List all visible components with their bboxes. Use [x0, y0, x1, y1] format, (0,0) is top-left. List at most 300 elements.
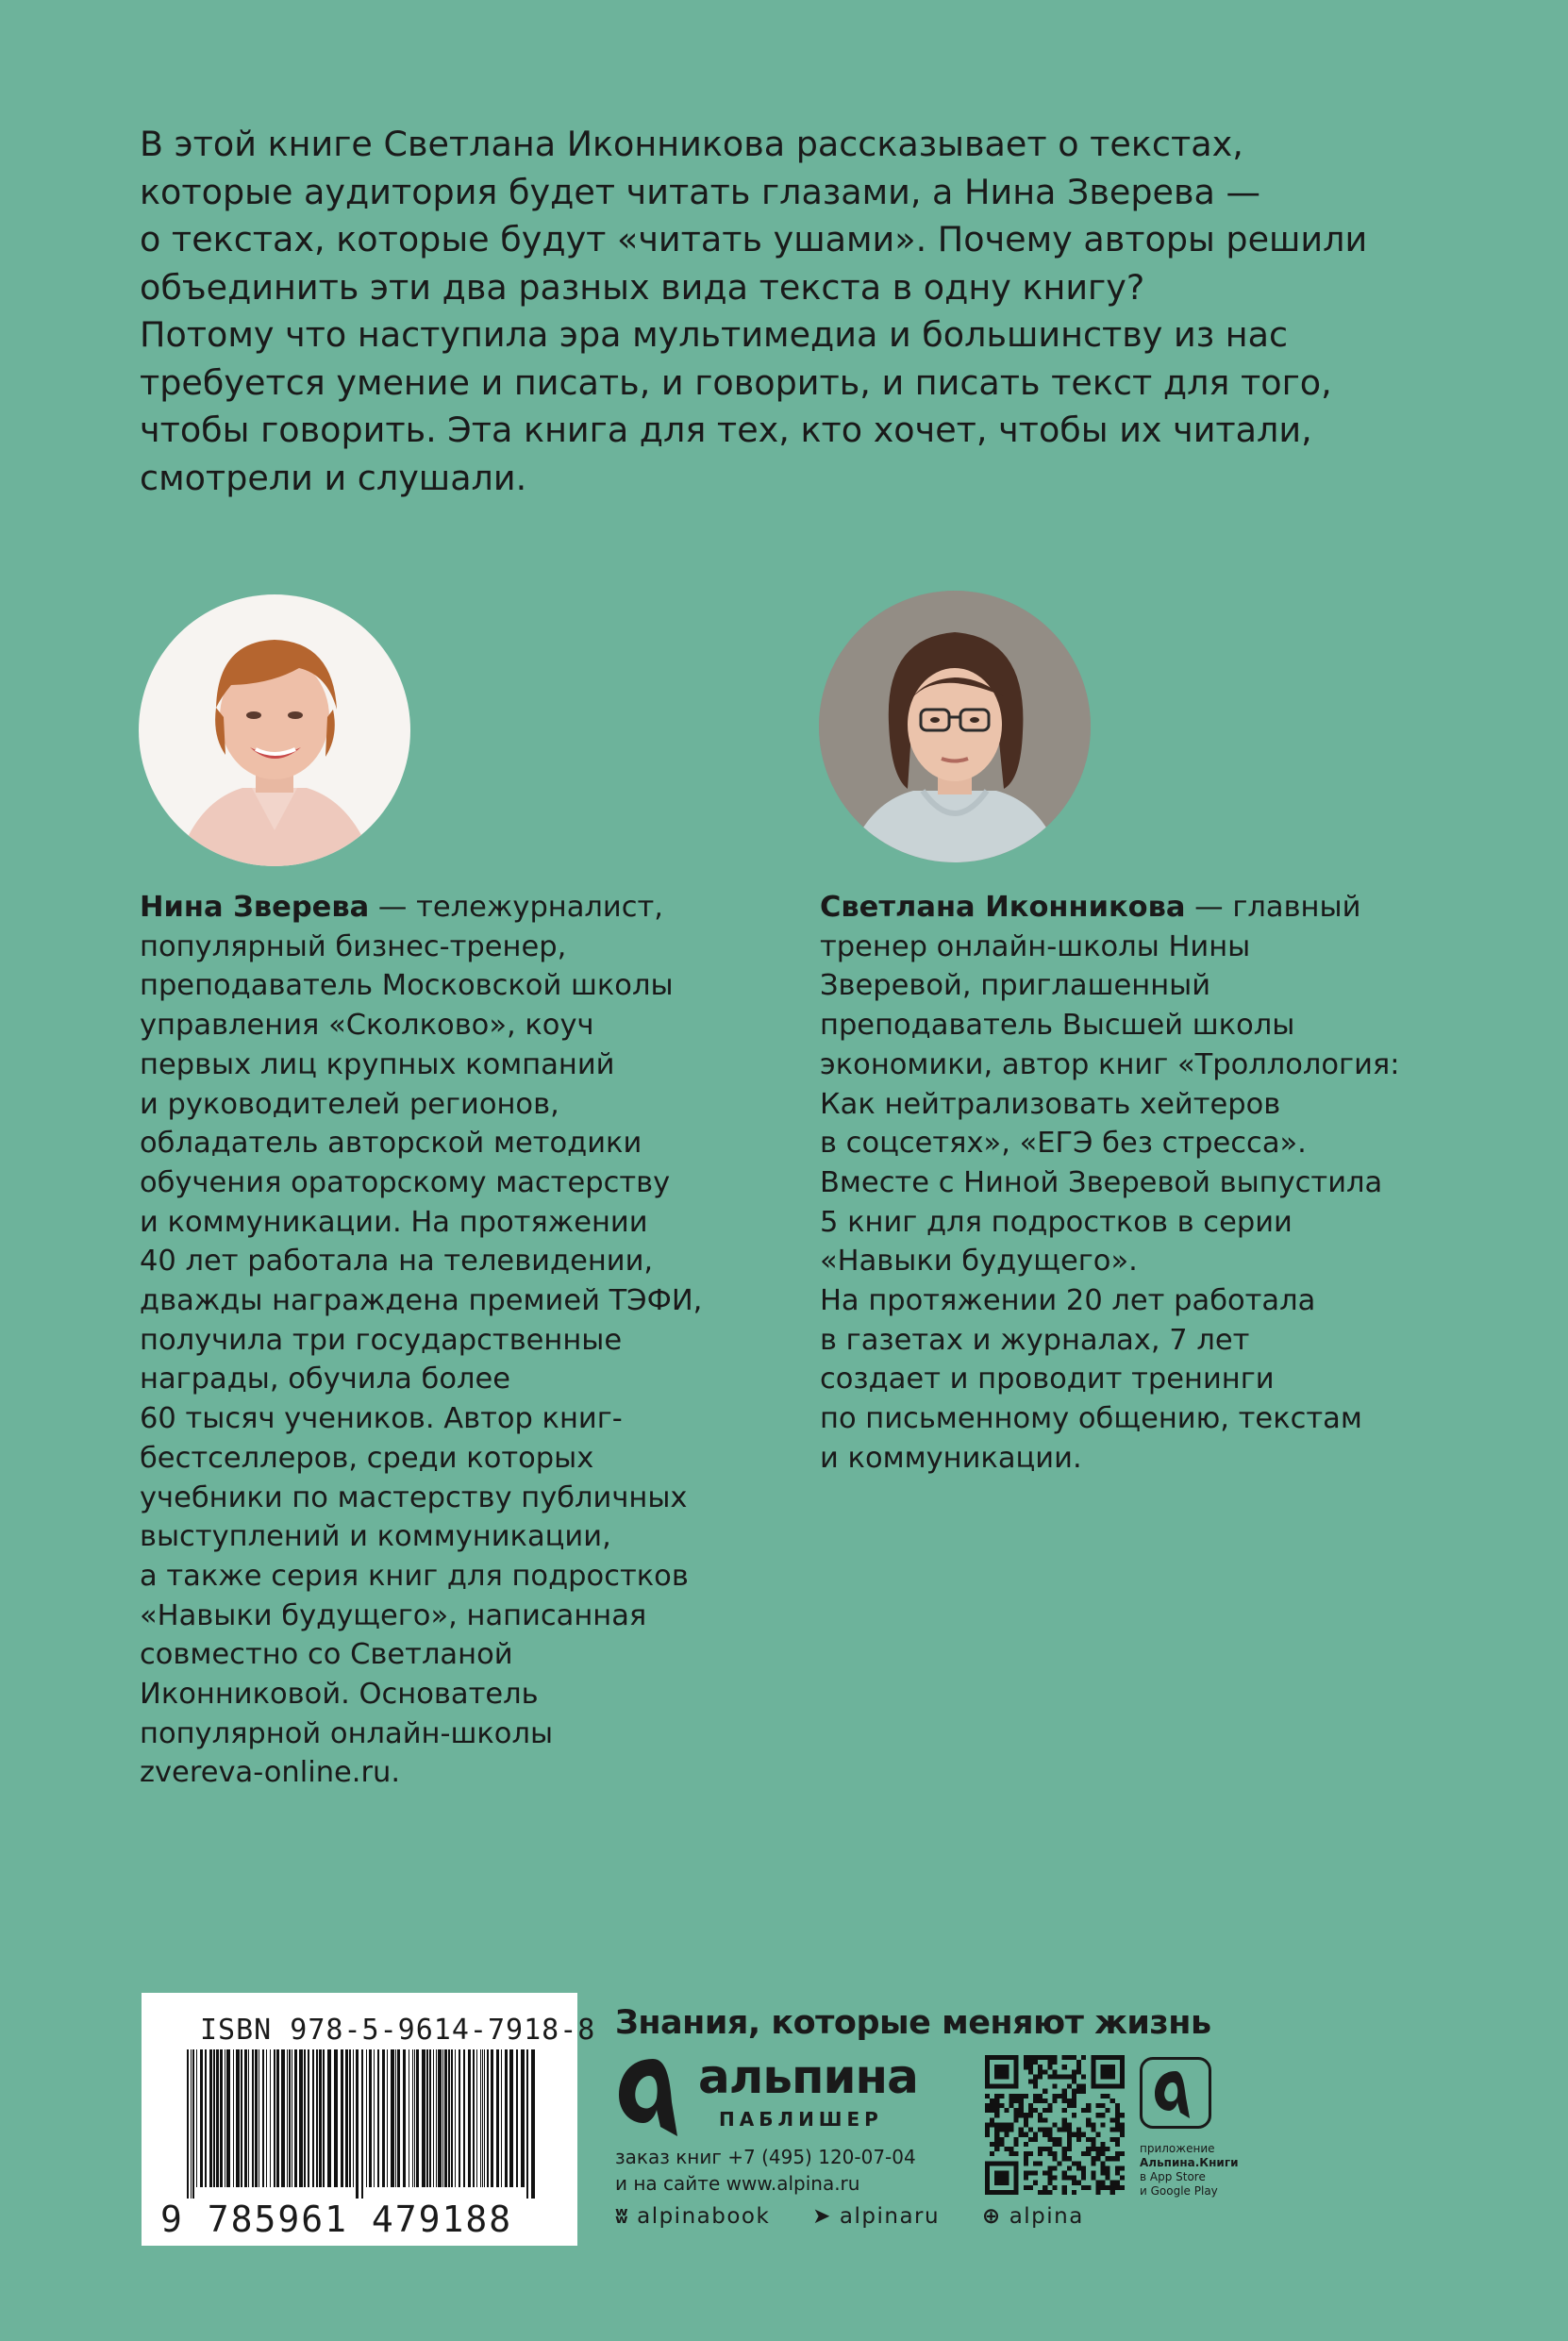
qr-module	[1115, 2128, 1120, 2132]
barcode-bar	[416, 2049, 419, 2187]
order-info	[615, 2144, 916, 2197]
qr-finder	[994, 2065, 1009, 2079]
qr-module	[1110, 2156, 1115, 2161]
qr-module	[1106, 2176, 1110, 2181]
barcode-bar	[349, 2049, 351, 2187]
qr-module	[1028, 2151, 1033, 2156]
qr-module	[1062, 2156, 1067, 2161]
qr-module	[994, 2122, 999, 2127]
author-photo-zvereva	[139, 594, 410, 866]
qr-module	[985, 2108, 990, 2113]
qr-module	[999, 2103, 1004, 2108]
barcode-bar	[374, 2049, 375, 2187]
plus-circle-icon: ⊕	[981, 2204, 1002, 2229]
qr-module	[1110, 2185, 1115, 2190]
qr-module	[1081, 2185, 1086, 2190]
qr-module	[1062, 2176, 1067, 2181]
qr-module	[1072, 2080, 1076, 2084]
qr-module	[1038, 2069, 1043, 2074]
qr-module	[985, 2122, 990, 2127]
qr-module	[1110, 2117, 1115, 2122]
bio-line: тренер онлайн-школы Нины	[820, 929, 1251, 963]
qr-module	[1024, 2151, 1028, 2156]
qr-module	[1024, 2156, 1028, 2161]
barcode-bar	[482, 2049, 483, 2187]
barcode-bar	[516, 2049, 518, 2187]
qr-module	[1062, 2065, 1067, 2069]
barcode-bar	[299, 2049, 303, 2187]
qr-module	[1009, 2128, 1014, 2132]
app-caption-line: приложение	[1140, 2142, 1215, 2155]
qr-module	[1047, 2132, 1052, 2137]
qr-module	[1062, 2117, 1067, 2122]
bio-first-line	[140, 888, 702, 928]
qr-module	[1014, 2137, 1019, 2142]
qr-module	[1115, 2181, 1120, 2185]
qr-module	[1110, 2181, 1115, 2185]
barcode-bar	[323, 2049, 325, 2187]
qr-module	[1058, 2137, 1062, 2142]
qr-module	[1072, 2089, 1076, 2094]
barcode-bar	[213, 2049, 215, 2187]
qr-module	[1095, 2147, 1100, 2151]
barcode-bar	[316, 2049, 318, 2187]
qr-module	[999, 2137, 1004, 2142]
qr-module	[990, 2108, 994, 2113]
qr-module	[1081, 2151, 1086, 2156]
qr-module	[1009, 2151, 1014, 2156]
intro-line: объединить эти два разных вида текста в одну книгу?	[140, 266, 1145, 308]
qr-module	[1106, 2185, 1110, 2190]
qr-module	[1067, 2103, 1072, 2108]
qr-module	[1024, 2185, 1028, 2190]
author-photo-ikonnikova	[819, 591, 1091, 862]
qr-module	[1038, 2065, 1043, 2069]
social-vk[interactable]	[615, 2204, 770, 2229]
bio-line: Как нейтрализовать хейтеров	[820, 1087, 1281, 1121]
qr-finder	[994, 2170, 1009, 2184]
barcode-bar	[509, 2049, 513, 2187]
qr-module	[1081, 2165, 1086, 2170]
qr-module	[1067, 2165, 1072, 2170]
barcode-bar	[391, 2049, 394, 2187]
bio-line: популярный бизнес-тренер,	[140, 929, 567, 963]
bio-first-line	[820, 888, 1400, 928]
barcode-bar	[270, 2049, 271, 2187]
qr-module	[1047, 2060, 1052, 2065]
qr-module	[1038, 2151, 1043, 2156]
bio-line: по письменному общению, текстам	[820, 1402, 1362, 1436]
qr-module	[1028, 2108, 1033, 2113]
qr-module	[1115, 2113, 1120, 2117]
qr-module	[1019, 2094, 1024, 2099]
qr-module	[1014, 2094, 1019, 2099]
qr-module	[1106, 2170, 1110, 2175]
qr-module	[1072, 2099, 1076, 2103]
bio-line: в газетах и журналах, 7 лет	[820, 1323, 1250, 1357]
qr-module	[1091, 2170, 1095, 2175]
bio-ikonnikova	[820, 888, 1400, 1479]
qr-module	[1014, 2113, 1019, 2117]
qr-module	[1043, 2190, 1047, 2195]
qr-module	[1067, 2099, 1072, 2103]
qr-module	[1076, 2128, 1081, 2132]
qr-module	[994, 2103, 999, 2108]
qr-module	[1028, 2137, 1033, 2142]
barcode-bar	[255, 2049, 258, 2187]
barcode-bar	[319, 2049, 322, 2187]
barcode-bar	[308, 2049, 309, 2187]
barcode-bar	[276, 2049, 279, 2187]
qr-module	[1115, 2122, 1120, 2127]
portrait-illustration	[819, 591, 1091, 862]
qr-module	[990, 2151, 994, 2156]
bio-text: — главный	[1185, 891, 1361, 924]
qr-module	[1086, 2137, 1091, 2142]
qr-module	[1062, 2089, 1067, 2094]
qr-module	[1081, 2132, 1086, 2137]
qr-module	[1047, 2103, 1052, 2108]
barcode-bar	[397, 2049, 400, 2187]
barcode-bar	[200, 2049, 203, 2187]
qr-module	[1019, 2132, 1024, 2137]
qr-module	[1095, 2190, 1100, 2195]
qr-module	[1062, 2190, 1067, 2195]
barcode-bar	[196, 2049, 197, 2187]
app-caption-line: в App Store	[1140, 2170, 1206, 2183]
barcode-bar	[459, 2049, 460, 2187]
qr-module	[1033, 2161, 1038, 2165]
qr-module	[1081, 2055, 1086, 2060]
bio-line: получила три государственные	[140, 1323, 623, 1357]
social-other[interactable]	[982, 2204, 1084, 2229]
qr-module	[1072, 2069, 1076, 2074]
barcode-bar	[480, 2049, 481, 2187]
qr-module	[1100, 2142, 1105, 2147]
barcode-bar	[448, 2049, 450, 2187]
qr-module	[1081, 2084, 1086, 2089]
barcode-bar	[473, 2049, 475, 2187]
qr-module	[1004, 2122, 1009, 2127]
qr-module	[1081, 2170, 1086, 2175]
qr-module	[990, 2117, 994, 2122]
qr-module	[1047, 2165, 1052, 2170]
qr-module	[1052, 2074, 1057, 2079]
qr-module	[1009, 2094, 1014, 2099]
qr-module	[1033, 2080, 1038, 2084]
qr-module	[1052, 2099, 1057, 2103]
alpina-app-logo-icon	[1143, 2060, 1209, 2126]
barcode-bar	[327, 2049, 331, 2187]
vk-icon: ʬ	[615, 2204, 630, 2229]
qr-module	[1028, 2128, 1033, 2132]
barcode-bar	[220, 2049, 223, 2187]
qr-module	[1038, 2113, 1043, 2117]
barcode-bar	[287, 2049, 288, 2187]
qr-module	[1047, 2055, 1052, 2060]
qr-module	[1047, 2128, 1052, 2132]
qr-module	[1100, 2165, 1105, 2170]
barcode-bar	[455, 2049, 456, 2187]
qr-module	[1067, 2132, 1072, 2137]
intro-line: Потому что наступила эра мультимедиа и большинству из нас	[140, 314, 1289, 355]
qr-module	[1043, 2128, 1047, 2132]
qr-module	[1091, 2137, 1095, 2142]
qr-module	[1028, 2170, 1033, 2175]
qr-module	[1052, 2165, 1057, 2170]
qr-module	[1095, 2181, 1100, 2185]
bio-line: а также серия книг для подростков	[140, 1559, 689, 1593]
qr-module	[1076, 2069, 1081, 2074]
order-phone: заказ книг +7 (495) 120-07-04	[615, 2146, 916, 2168]
qr-module	[1091, 2176, 1095, 2181]
qr-module	[1028, 2103, 1033, 2108]
qr-module	[1115, 2142, 1120, 2147]
qr-module	[1019, 2113, 1024, 2117]
bio-line: и коммуникации.	[820, 1441, 1082, 1475]
qr-module	[1110, 2137, 1115, 2142]
barcode-bar	[484, 2049, 485, 2187]
qr-module	[1072, 2132, 1076, 2137]
barcode-bar	[334, 2049, 338, 2187]
qr-module	[1052, 2055, 1057, 2060]
qr-module	[990, 2122, 994, 2127]
qr-module	[1058, 2142, 1062, 2147]
qr-module	[1024, 2055, 1028, 2060]
barcode-bar	[262, 2049, 264, 2187]
qr-module	[1028, 2055, 1033, 2060]
qr-module	[999, 2128, 1004, 2132]
qr-module	[1062, 2055, 1067, 2060]
qr-module	[1086, 2147, 1091, 2151]
qr-module	[1086, 2117, 1091, 2122]
qr-module	[1062, 2185, 1067, 2190]
qr-module	[994, 2113, 999, 2117]
qr-module	[1024, 2094, 1028, 2099]
qr-module	[1067, 2137, 1072, 2142]
qr-module	[1076, 2137, 1081, 2142]
qr-module	[1019, 2108, 1024, 2113]
qr-module	[1028, 2060, 1033, 2065]
barcode-bar	[382, 2049, 385, 2187]
bio-line: экономики, автор книг «Троллология:	[820, 1047, 1400, 1081]
qr-module	[985, 2094, 990, 2099]
qr-module	[1024, 2161, 1028, 2165]
qr-module	[1081, 2108, 1086, 2113]
qr-module	[1033, 2132, 1038, 2137]
barcode-bar	[487, 2049, 489, 2187]
qr-module	[1038, 2055, 1043, 2060]
qr-module	[1062, 2128, 1067, 2132]
bio-line: и коммуникации. На протяжении	[140, 1205, 648, 1239]
app-icon[interactable]	[1140, 2057, 1211, 2129]
bio-line: обучения ораторскому мастерству	[140, 1165, 671, 1199]
social-links	[615, 2204, 1118, 2229]
qr-module	[1028, 2113, 1033, 2117]
barcode-bar	[463, 2049, 465, 2187]
qr-module	[1095, 2103, 1100, 2108]
qr-module	[1033, 2084, 1038, 2089]
qr-module	[1033, 2181, 1038, 2185]
barcode-bar	[353, 2049, 354, 2187]
qr-module	[1019, 2103, 1024, 2108]
qr-module	[1024, 2170, 1028, 2175]
qr-module	[1086, 2122, 1091, 2127]
qr-module	[994, 2142, 999, 2147]
bio-line: «Навыки будущего».	[820, 1245, 1138, 1279]
barcode-bar	[361, 2049, 363, 2199]
qr-module	[1081, 2089, 1086, 2094]
barcode-bar	[451, 2049, 453, 2187]
qr-module	[1100, 2147, 1105, 2151]
qr-module	[999, 2122, 1004, 2127]
qr-module	[1072, 2161, 1076, 2165]
qr-module	[1028, 2065, 1033, 2069]
qr-module	[1095, 2132, 1100, 2137]
barcode-bar	[468, 2049, 471, 2187]
qr-module	[1024, 2122, 1028, 2127]
qr-module	[1106, 2147, 1110, 2151]
barcode-bar	[192, 2049, 194, 2199]
bio-line: учебники по мастерству публичных	[140, 1480, 688, 1514]
qr-module	[1106, 2108, 1110, 2113]
qr-module	[1086, 2151, 1091, 2156]
qr-module	[1062, 2094, 1067, 2099]
qr-module	[1047, 2190, 1052, 2195]
publisher-brand: альпина	[698, 2049, 918, 2104]
social-telegram-handle: alpinaru	[839, 2204, 941, 2229]
qr-module	[1009, 2147, 1014, 2151]
qr-module	[1076, 2065, 1081, 2069]
qr-module	[1091, 2142, 1095, 2147]
qr-module	[1072, 2094, 1076, 2099]
qr-module	[1100, 2170, 1105, 2175]
qr-module	[1024, 2060, 1028, 2065]
qr-module	[1115, 2108, 1120, 2113]
qr-module	[1067, 2122, 1072, 2127]
qr-module	[1115, 2165, 1120, 2170]
qr-module	[1047, 2170, 1052, 2175]
qr-module	[1095, 2151, 1100, 2156]
barcode-bar	[252, 2049, 254, 2187]
bio-line: первых лиц крупных компаний	[140, 1047, 615, 1081]
qr-module	[1043, 2055, 1047, 2060]
bio-line: бестселлеров, среди которых	[140, 1441, 594, 1475]
barcode-bar	[438, 2049, 442, 2187]
bio-line: обладатель авторской методики	[140, 1127, 642, 1161]
bio-line: преподаватель Высшей школы	[820, 1009, 1295, 1043]
social-telegram[interactable]	[812, 2204, 940, 2229]
qr-code[interactable]	[985, 2055, 1125, 2195]
qr-module	[1052, 2069, 1057, 2074]
qr-module	[1047, 2176, 1052, 2181]
barcode-bar	[436, 2049, 437, 2187]
qr-module	[1043, 2170, 1047, 2175]
barcode-bar	[426, 2049, 428, 2187]
barcode-bar	[414, 2049, 415, 2187]
bio-line: награды, обучила более	[140, 1363, 511, 1396]
qr-module	[1052, 2137, 1057, 2142]
intro-line: смотрели и слушали.	[140, 457, 527, 498]
bio-line: Вместе с Ниной Зверевой выпустила	[820, 1165, 1383, 1199]
barcode-bar	[531, 2049, 535, 2199]
bio-line: и руководителей регионов,	[140, 1087, 559, 1121]
telegram-icon: ➤	[812, 2204, 832, 2229]
qr-module	[1100, 2103, 1105, 2108]
qr-module	[1062, 2074, 1067, 2079]
barcode-bar	[233, 2049, 234, 2187]
bio-line: На протяжении 20 лет работала	[820, 1284, 1316, 1318]
barcode-bar	[304, 2049, 306, 2187]
intro-line: о текстах, которые будут «читать ушами». Почему авторы решили	[140, 219, 1368, 259]
qr-module	[1067, 2074, 1072, 2079]
bio-line: популярной онлайн-школы	[140, 1716, 554, 1750]
qr-module	[1100, 2122, 1105, 2127]
qr-module	[1115, 2170, 1120, 2175]
alpina-logo-icon	[615, 2055, 691, 2136]
qr-module	[1120, 2185, 1125, 2190]
qr-module	[1009, 2122, 1014, 2127]
barcode-bar	[294, 2049, 297, 2187]
qr-module	[1076, 2181, 1081, 2185]
qr-module	[1038, 2147, 1043, 2151]
qr-module	[1110, 2128, 1115, 2132]
qr-module	[1072, 2103, 1076, 2108]
qr-module	[990, 2103, 994, 2108]
qr-module	[1024, 2132, 1028, 2137]
barcode-bar	[216, 2049, 219, 2187]
portrait-illustration	[139, 594, 410, 866]
qr-module	[1014, 2108, 1019, 2113]
barcode-bar	[429, 2049, 431, 2187]
qr-module	[1052, 2151, 1057, 2156]
qr-module	[1076, 2165, 1081, 2170]
qr-module	[1028, 2069, 1033, 2074]
qr-module	[1043, 2108, 1047, 2113]
qr-module	[1062, 2099, 1067, 2103]
barcode-bar	[526, 2049, 528, 2199]
bio-line: Зверевой, приглашенный	[820, 969, 1211, 1003]
barcode-bar	[433, 2049, 434, 2187]
qr-module	[1072, 2176, 1076, 2181]
qr-module	[1100, 2161, 1105, 2165]
qr-module	[1086, 2103, 1091, 2108]
qr-module	[994, 2137, 999, 2142]
qr-module	[1043, 2185, 1047, 2190]
bio-line: совместно со Светланой	[140, 1638, 513, 1672]
intro-paragraph	[140, 121, 1460, 502]
barcode-bar	[505, 2049, 508, 2187]
social-vk-handle: alpinabook	[637, 2204, 771, 2229]
qr-module	[994, 2094, 999, 2099]
qr-module	[1072, 2074, 1076, 2079]
qr-module	[1038, 2128, 1043, 2132]
qr-module	[1115, 2137, 1120, 2142]
barcode-bar	[476, 2049, 477, 2187]
barcode-bar	[187, 2049, 189, 2199]
intro-line: требуется умение и писать, и говорить, и писать текст для того,	[140, 361, 1332, 403]
qr-module	[1072, 2055, 1076, 2060]
qr-module	[1106, 2165, 1110, 2170]
qr-module	[1019, 2099, 1024, 2103]
qr-module	[1072, 2190, 1076, 2195]
qr-module	[1052, 2176, 1057, 2181]
barcode-digits: 9 785961 479188	[160, 2199, 513, 2240]
qr-module	[1033, 2055, 1038, 2060]
app-name: Альпина.Книги	[1140, 2156, 1239, 2169]
qr-module	[1058, 2094, 1062, 2099]
intro-line: В этой книге Светлана Иконникова рассказывает о текстах,	[140, 124, 1243, 164]
